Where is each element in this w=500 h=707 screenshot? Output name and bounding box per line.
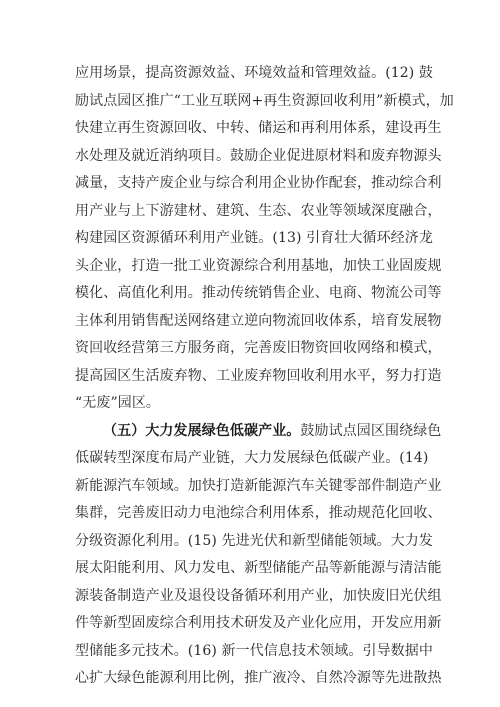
- text-line: 应用场景，提高资源效益、环境效益和管理效益。(12) 鼓: [75, 65, 433, 81]
- paragraph-circular-economy: [75, 60, 454, 418]
- text-line: 减量，支持产废企业与综合利用企业协作配套，推动综合利: [75, 175, 442, 191]
- text-line: 展太阳能利用、风力发电、新型储能产品等新能源与清洁能: [75, 560, 442, 576]
- text-line: “无废”园区。: [75, 395, 161, 411]
- text-line: 模化、高值化利用。推动传统销售企业、电商、物流公司等: [75, 285, 442, 301]
- text-line: 心扩大绿色能源利用比例，推广液冷、自然冷源等先进散热: [75, 670, 442, 686]
- text-line: 资回收经营第三方服务商，完善废旧物资回收网络和模式，: [75, 340, 442, 356]
- section-heading: （五）大力发展绿色低碳产业。: [103, 422, 301, 439]
- text-line: 励试点园区推广“工业互联网+再生资源回收利用”新模式，加: [75, 92, 454, 109]
- text-line: 提高园区生活废弃物、工业废弃物回收利用水平，努力打造: [75, 367, 442, 384]
- text-line: 源装备制造产业及退役设备循环利用产业，加快废旧光伏组: [75, 587, 442, 604]
- paragraph-green-low-carbon: [75, 418, 442, 693]
- text-line: 型储能多元技术。(16) 新一代信息技术领域。引导数据中: [75, 642, 433, 659]
- text-line: 主体利用销售配送网络建立逆向物流回收体系，培育发展物: [75, 312, 442, 329]
- text-line: 构建园区资源循环利用产业链。(13) 引育壮大循环经济龙: [75, 230, 433, 246]
- text-line: 快建立再生资源回收、中转、储运和再利用体系，建设再生: [75, 120, 442, 136]
- text-line: 集群，完善废旧动力电池综合利用体系，推动规范化回收、: [75, 505, 442, 521]
- section-heading-line: [75, 418, 442, 446]
- text-line: 新能源汽车领域。加快打造新能源汽车关键零部件制造产业: [75, 477, 442, 494]
- text-line: 水处理及就近消纳项目。鼓励企业促进原材料和废弃物源头: [75, 147, 442, 164]
- text-line: 用产业与上下游建材、建筑、生态、农业等领域深度融合，: [75, 202, 442, 219]
- section-heading-continuation: 鼓励试点园区围绕绿色: [300, 422, 442, 439]
- text-line: 分级资源化利用。(15) 先进光伏和新型储能领域。大力发: [75, 532, 433, 549]
- text-line: 件等新型固废综合利用技术研发及产业化应用，开发应用新: [75, 615, 442, 631]
- text-line: 头企业，打造一批工业资源综合利用基地，加快工业固废规: [75, 257, 442, 274]
- text-line: 低碳转型深度布局产业链，大力发展绿色低碳产业。(14): [75, 450, 429, 466]
